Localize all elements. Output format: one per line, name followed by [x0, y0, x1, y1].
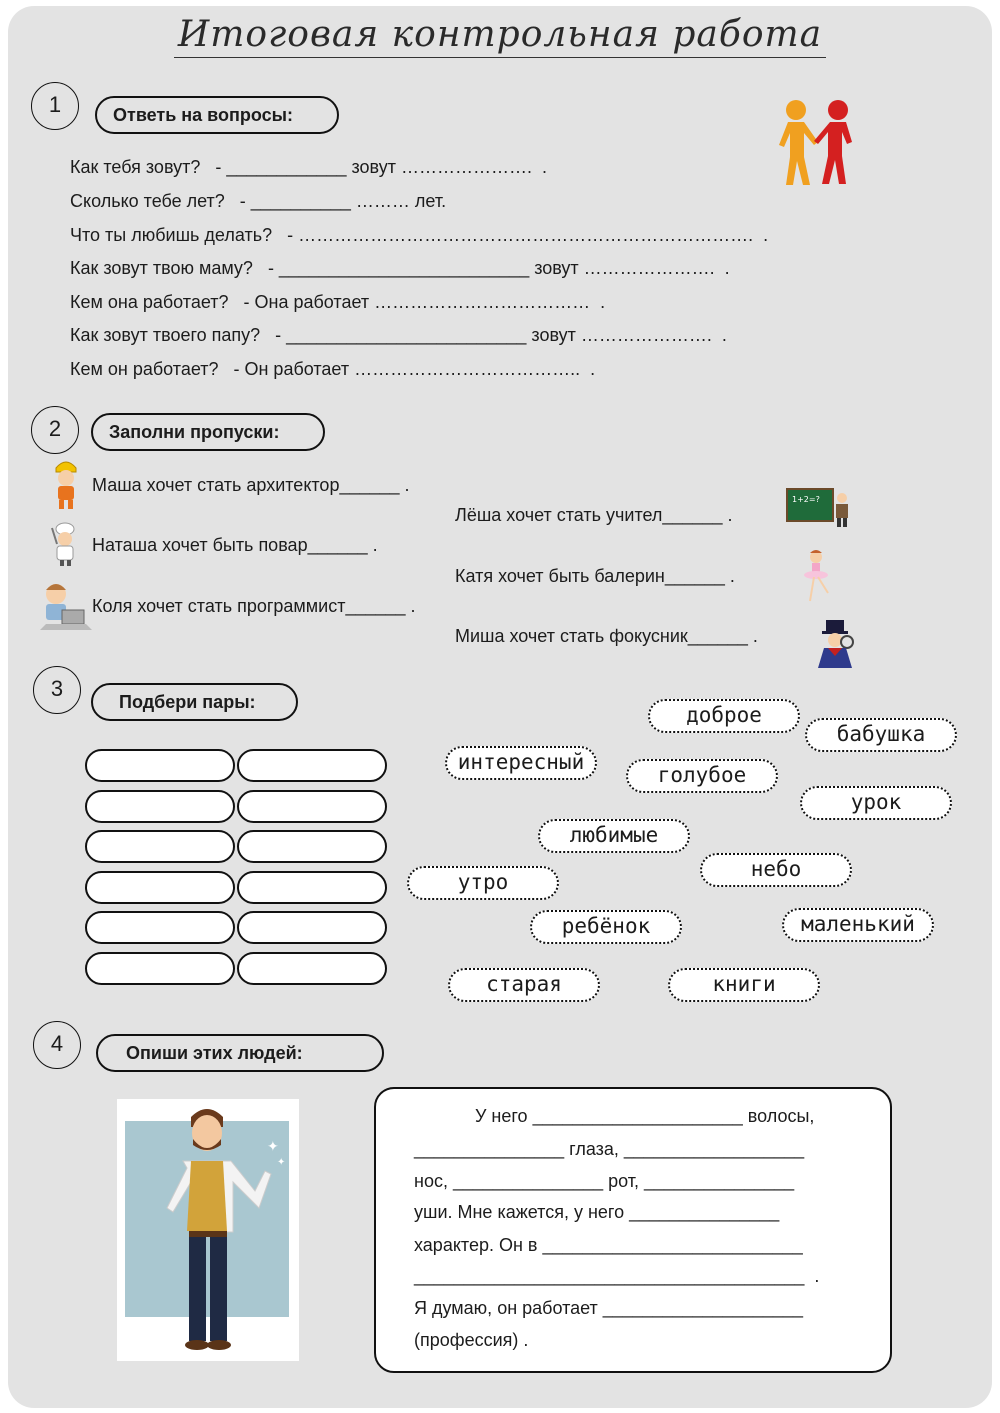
- word-card[interactable]: старая: [448, 968, 600, 1002]
- word-card[interactable]: книги: [668, 968, 820, 1002]
- description-line[interactable]: У него _____________________ волосы,: [475, 1106, 815, 1126]
- description-line[interactable]: _______________ глаза, __________________: [414, 1139, 805, 1159]
- word-card[interactable]: интересный: [445, 746, 597, 780]
- ballerina-icon: [800, 549, 836, 605]
- man-illustration-icon: [117, 1099, 299, 1361]
- word-card[interactable]: голубое: [626, 759, 778, 793]
- fill-gap-sentence[interactable]: Коля хочет стать программист______ .: [92, 596, 416, 616]
- fill-gap-sentence[interactable]: Миша хочет стать фокусник______ .: [455, 626, 758, 646]
- word-card[interactable]: небо: [700, 853, 852, 887]
- task-1-label: Ответь на вопросы:: [95, 96, 339, 134]
- board-text: 1+2=?: [792, 495, 820, 504]
- pair-slot-right[interactable]: [237, 952, 387, 985]
- pair-slot-left[interactable]: [85, 871, 235, 904]
- word-card[interactable]: ребёнок: [530, 910, 682, 944]
- pair-slot-left[interactable]: [85, 911, 235, 944]
- question-line[interactable]: Как зовут твою маму? - _________________________ зовут …………………. .: [70, 258, 730, 278]
- fill-gap-sentence[interactable]: Маша хочет стать архитектор______ .: [92, 475, 410, 495]
- task-2-number: 2: [31, 406, 79, 454]
- task-3-label: Подбери пары:: [91, 683, 298, 721]
- handshake-figures-icon: [776, 98, 866, 190]
- pair-slot-right[interactable]: [237, 871, 387, 904]
- description-line[interactable]: характер. Он в __________________________: [414, 1235, 803, 1255]
- description-line[interactable]: _______________________________________ .: [414, 1266, 820, 1286]
- pair-slot-right[interactable]: [237, 749, 387, 782]
- description-line[interactable]: (профессия) .: [414, 1330, 529, 1350]
- task-2-label: Заполни пропуски:: [91, 413, 325, 451]
- question-line[interactable]: Кем она работает? - Она работает ……………………………… .: [70, 292, 606, 312]
- pair-slot-right[interactable]: [237, 830, 387, 863]
- description-line[interactable]: уши. Мне кажется, у него _______________: [414, 1202, 780, 1222]
- pair-slot-right[interactable]: [237, 911, 387, 944]
- pair-slot-right[interactable]: [237, 790, 387, 823]
- question-line[interactable]: Как зовут твоего папу? - ________________________ зовут …………………. .: [70, 325, 727, 345]
- svg-text:✦: ✦: [277, 1157, 286, 1168]
- word-card[interactable]: бабушка: [805, 718, 957, 752]
- architect-girl-icon: [50, 458, 82, 510]
- word-card[interactable]: урок: [800, 786, 952, 820]
- task-4-label: Опиши этих людей:: [96, 1034, 384, 1072]
- question-line[interactable]: Что ты любишь делать? - …………………………………………………………………. .: [70, 225, 769, 245]
- chef-girl-icon: [48, 522, 82, 566]
- pair-slot-left[interactable]: [85, 830, 235, 863]
- word-card[interactable]: утро: [407, 866, 559, 900]
- pair-slot-left[interactable]: [85, 952, 235, 985]
- word-card[interactable]: доброе: [648, 699, 800, 733]
- programmer-boy-icon: [36, 580, 94, 634]
- magician-boy-icon: [818, 618, 860, 672]
- question-line[interactable]: Сколько тебе лет? - __________ ……… лет.: [70, 191, 447, 211]
- fill-gap-sentence[interactable]: Лёша хочет стать учител______ .: [455, 505, 733, 525]
- fill-gap-sentence[interactable]: Катя хочет быть балерин______ .: [455, 566, 735, 586]
- word-card[interactable]: любимые: [538, 819, 690, 853]
- description-line[interactable]: нос, _______________ рот, _______________: [414, 1171, 795, 1191]
- pair-slot-left[interactable]: [85, 749, 235, 782]
- svg-text:✦: ✦: [267, 1139, 279, 1155]
- fill-gap-sentence[interactable]: Наташа хочет быть повар______ .: [92, 535, 378, 555]
- teacher-blackboard-icon: [786, 488, 852, 528]
- task-4-number: 4: [33, 1021, 81, 1069]
- question-line[interactable]: Кем он работает? - Он работает ……………………………….. .: [70, 359, 596, 379]
- task-3-number: 3: [33, 666, 81, 714]
- pair-slot-left[interactable]: [85, 790, 235, 823]
- question-line[interactable]: Как тебя зовут? - ____________ зовут …………………. .: [70, 157, 547, 177]
- task-1-number: 1: [31, 82, 79, 130]
- page-title: Итоговая контрольная работа: [0, 14, 1000, 55]
- word-card[interactable]: маленький: [782, 908, 934, 942]
- description-line[interactable]: Я думаю, он работает ____________________: [414, 1298, 804, 1318]
